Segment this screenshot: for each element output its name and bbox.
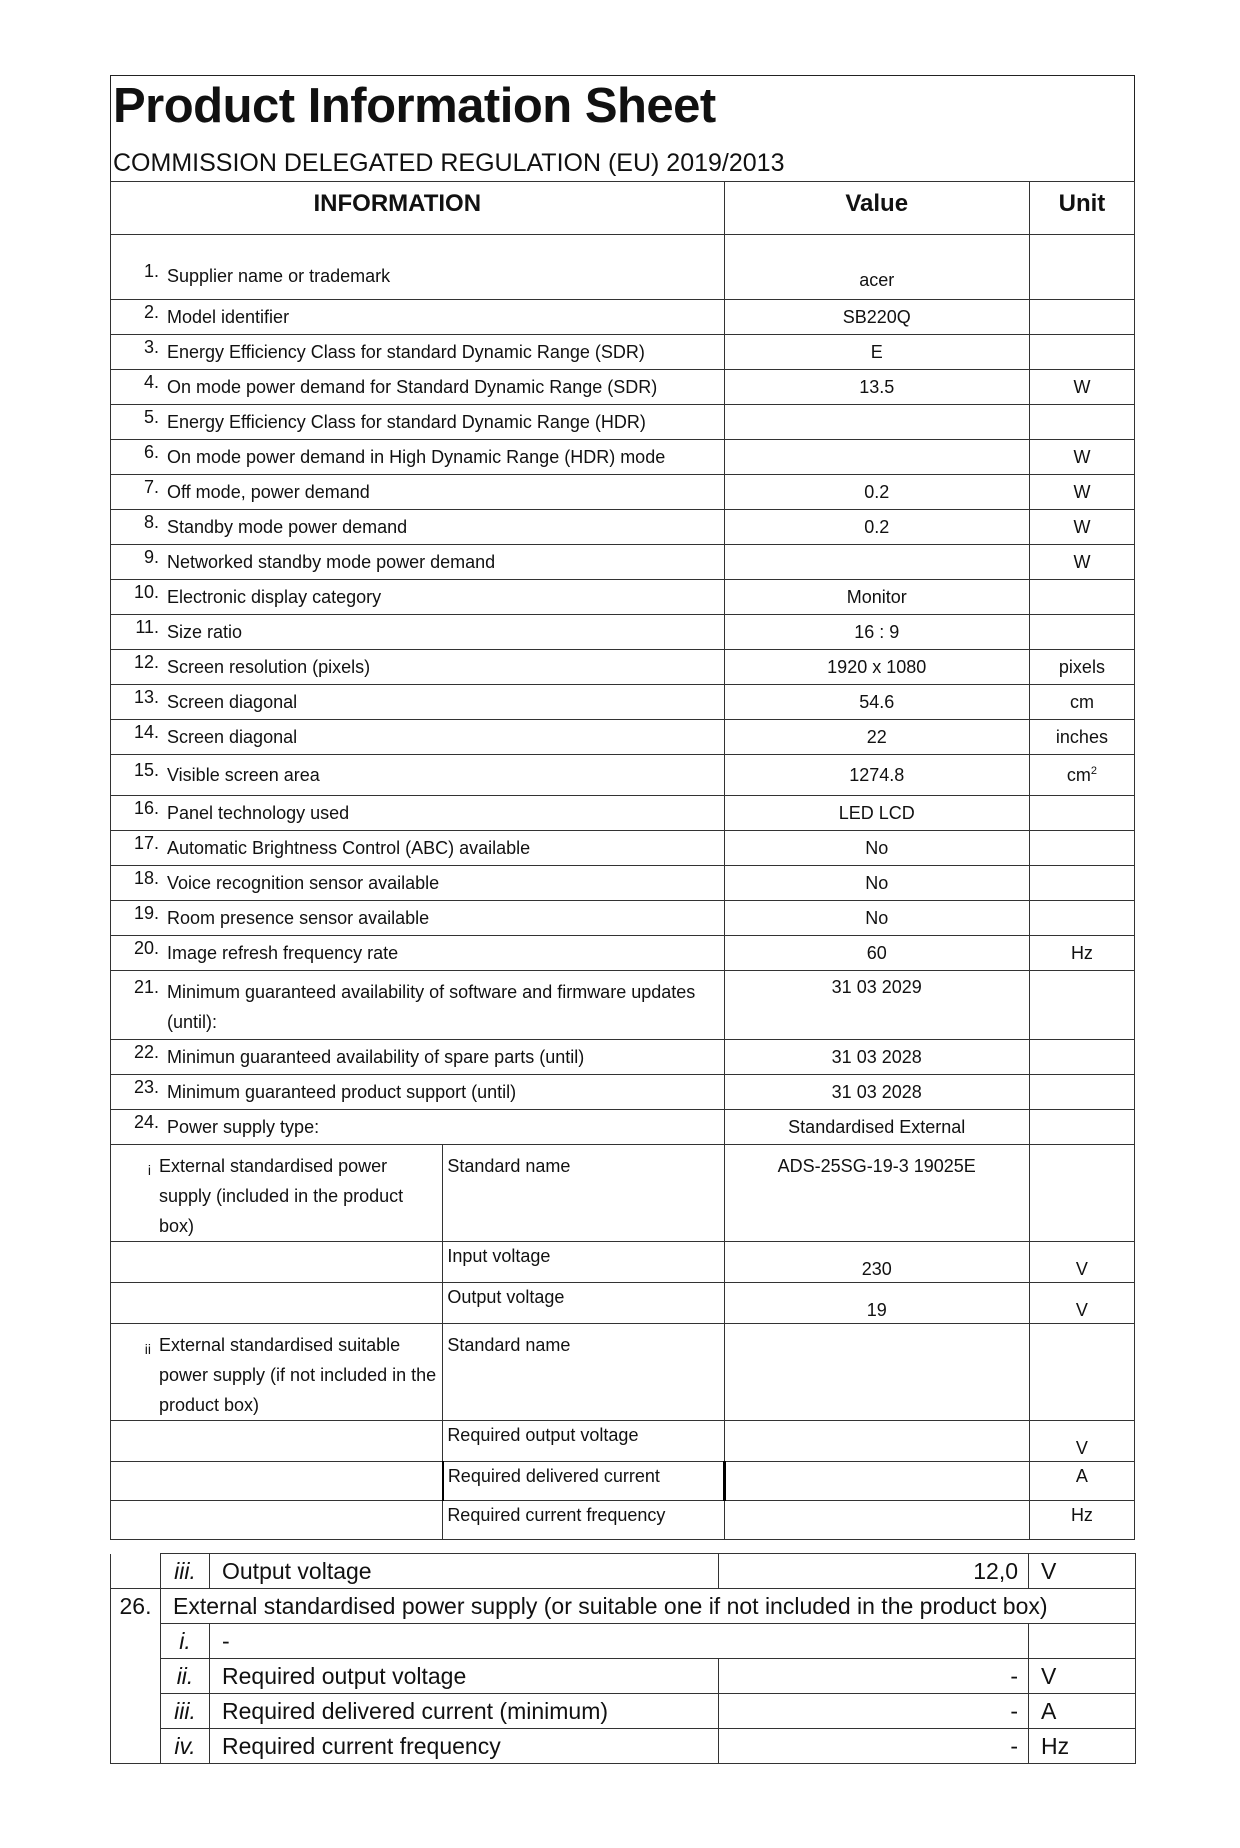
row-label: Energy Efficiency Class for standard Dynamic Range (SDR) xyxy=(167,342,645,362)
row-info-cell xyxy=(111,650,725,685)
row-unit xyxy=(1029,370,1134,405)
t2-roman-iii: iii. xyxy=(161,1554,210,1589)
row-unit-text: cm xyxy=(1066,764,1091,785)
psu-i-output-voltage-row xyxy=(111,1283,1135,1324)
psu-i-input-voltage-row xyxy=(111,1242,1135,1283)
table-row xyxy=(111,545,1135,580)
table-row xyxy=(111,370,1135,405)
row-unit-superscript: 2 xyxy=(1090,764,1097,777)
row-label: Model identifier xyxy=(167,307,290,327)
row-label: Minimum guaranteed availability of software and firmware updates (until): xyxy=(167,982,696,1032)
table-row xyxy=(111,300,1135,335)
t2-req-freq-label: Required current frequency xyxy=(210,1729,719,1764)
row-number: 17. xyxy=(133,833,159,853)
row-value: 54.6 xyxy=(724,685,1029,720)
row-label: Power supply type: xyxy=(167,1117,320,1137)
psu-ii-standard-name-unit xyxy=(1029,1324,1134,1421)
psu-ii-req-current-label: Required delivered current xyxy=(443,1462,724,1501)
row-unit xyxy=(1029,545,1134,580)
t2-row-ii xyxy=(111,1659,1136,1694)
row-label: Standby mode power demand xyxy=(167,517,408,537)
t2-output-voltage-label: Output voltage xyxy=(210,1554,719,1589)
row-info-cell xyxy=(111,510,725,545)
row-unit xyxy=(1029,755,1134,796)
table-row xyxy=(111,1110,1135,1145)
row-unit xyxy=(1029,831,1134,866)
row-value: 31 03 2029 xyxy=(724,971,1029,1040)
row-unit xyxy=(1029,901,1134,936)
row-unit-text: W xyxy=(1073,481,1091,502)
psu-ii-req-freq-unit: Hz xyxy=(1029,1501,1134,1540)
row-number: 19. xyxy=(133,903,159,923)
row-info-cell xyxy=(111,971,725,1040)
empty-cell xyxy=(111,1554,161,1589)
row-info-cell xyxy=(111,1075,725,1110)
row-number: 21. xyxy=(133,977,159,997)
row-unit xyxy=(1029,580,1134,615)
row-label: Minimum guaranteed product support (until) xyxy=(167,1082,517,1102)
psu-ii-label: External standardised suitable power supply (if not included in the product box) xyxy=(159,1335,437,1415)
psu-ii-req-current-row xyxy=(111,1462,1135,1501)
psu-i-output-voltage-unit: V xyxy=(1029,1283,1134,1324)
row-value: E xyxy=(724,335,1029,370)
row-number: 9. xyxy=(143,547,159,567)
row-info-cell xyxy=(111,370,725,405)
t2-req-current-unit: A xyxy=(1029,1694,1136,1729)
row-unit-text: W xyxy=(1073,376,1091,397)
row-unit xyxy=(1029,615,1134,650)
header-value: Value xyxy=(724,182,1029,235)
row-info-cell xyxy=(111,720,725,755)
t2-req-output-voltage-value: - xyxy=(719,1659,1029,1694)
row-unit xyxy=(1029,1040,1134,1075)
row-value xyxy=(724,405,1029,440)
table-row xyxy=(111,1040,1135,1075)
row-number: 12. xyxy=(133,652,159,672)
psu-ii-req-output-voltage-value xyxy=(724,1421,1029,1462)
t2-external-psu-label: External standardised power supply (or suitable one if not included in the product box) xyxy=(161,1589,1136,1624)
row-value: 16 : 9 xyxy=(724,615,1029,650)
information-table xyxy=(110,181,1135,1540)
t2-roman-iii-b: iii. xyxy=(161,1694,210,1729)
row-value: 0.2 xyxy=(724,510,1029,545)
t2-req-freq-value: - xyxy=(719,1729,1029,1764)
psu-ii-req-freq-value xyxy=(724,1501,1029,1540)
table-row xyxy=(111,1075,1135,1110)
row-value: No xyxy=(724,901,1029,936)
row-info-cell xyxy=(111,475,725,510)
row-value: 22 xyxy=(724,720,1029,755)
psu-i-output-voltage-value: 19 xyxy=(724,1283,1029,1324)
row-value: SB220Q xyxy=(724,300,1029,335)
t2-row-i-label: - xyxy=(210,1624,1029,1659)
row-number: 6. xyxy=(143,442,159,462)
row-value: No xyxy=(724,866,1029,901)
row-label: Automatic Brightness Control (ABC) available xyxy=(167,838,531,858)
psu-ii-standard-row xyxy=(111,1324,1135,1421)
t2-req-current-label: Required delivered current (minimum) xyxy=(210,1694,719,1729)
table-header-row xyxy=(111,182,1135,235)
row-info-cell xyxy=(111,545,725,580)
row-number: 8. xyxy=(143,512,159,532)
row-label: Panel technology used xyxy=(167,803,350,823)
table-row xyxy=(111,405,1135,440)
row-number: 5. xyxy=(143,407,159,427)
regulation-subtitle: COMMISSION DELEGATED REGULATION (EU) 2019/2013 xyxy=(113,149,785,177)
row-info-cell xyxy=(111,796,725,831)
row-number: 22. xyxy=(133,1042,159,1062)
row-number: 10. xyxy=(133,582,159,602)
page-title: Product Information Sheet xyxy=(113,79,716,133)
row-unit-text: cm xyxy=(1069,691,1094,712)
row-unit-text: Hz xyxy=(1070,942,1093,963)
psu-ii-standard-name-value xyxy=(724,1324,1029,1421)
psu-ii-standard-name-label: Standard name xyxy=(443,1324,724,1421)
table-row xyxy=(111,796,1135,831)
row-info-cell xyxy=(111,936,725,971)
row-value: Standardised External xyxy=(724,1110,1029,1145)
psu-i-roman: i xyxy=(147,1162,151,1178)
row-number: 24. xyxy=(133,1112,159,1132)
psu-i-standard-name-value: ADS-25SG-19-3 19025E xyxy=(724,1145,1029,1242)
psu-i-input-voltage-value: 230 xyxy=(724,1242,1029,1283)
row-value: 13.5 xyxy=(724,370,1029,405)
table-row xyxy=(111,335,1135,370)
psu-i-standard-row xyxy=(111,1145,1135,1242)
row-info-cell xyxy=(111,685,725,720)
psu-i-input-voltage-unit: V xyxy=(1029,1242,1134,1283)
row-value xyxy=(724,545,1029,580)
row-number: 1. xyxy=(143,261,159,281)
t2-roman-iv: iv. xyxy=(161,1729,210,1764)
t2-output-voltage-unit: V xyxy=(1029,1554,1136,1589)
psu-i-input-voltage-label: Input voltage xyxy=(443,1242,724,1283)
t2-roman-i: i. xyxy=(161,1624,210,1659)
header-information: INFORMATION xyxy=(111,182,725,235)
table-row xyxy=(111,901,1135,936)
row-unit xyxy=(1029,1110,1134,1145)
row-label: Visible screen area xyxy=(167,765,320,785)
row-unit xyxy=(1029,720,1134,755)
empty-cell xyxy=(111,1694,161,1729)
row-unit xyxy=(1029,335,1134,370)
row-label: Energy Efficiency Class for standard Dynamic Range (HDR) xyxy=(167,412,646,432)
psu-ii-req-current-unit: A xyxy=(1029,1462,1134,1501)
empty-cell xyxy=(111,1624,161,1659)
row-unit xyxy=(1029,405,1134,440)
row-unit xyxy=(1029,235,1134,300)
row-unit xyxy=(1029,650,1134,685)
row-unit-text: pixels xyxy=(1058,656,1105,677)
empty-cell xyxy=(111,1421,443,1462)
row-unit xyxy=(1029,300,1134,335)
row-number: 4. xyxy=(143,372,159,392)
row-label: On mode power demand in High Dynamic Range (HDR) mode xyxy=(167,447,666,467)
row-number: 23. xyxy=(133,1077,159,1097)
t2-item-number: 26. xyxy=(111,1589,161,1624)
psu-i-label: External standardised power supply (included in the product box) xyxy=(159,1156,404,1236)
table-row xyxy=(111,475,1135,510)
row-label: Screen resolution (pixels) xyxy=(167,657,371,677)
row-unit-text: W xyxy=(1073,516,1091,537)
row-info-cell xyxy=(111,405,725,440)
row-unit xyxy=(1029,1075,1134,1110)
t2-req-current-value: - xyxy=(719,1694,1029,1729)
row-unit xyxy=(1029,796,1134,831)
row-label: Off mode, power demand xyxy=(167,482,370,502)
row-value: LED LCD xyxy=(724,796,1029,831)
psu-ii-req-freq-row xyxy=(111,1501,1135,1540)
empty-cell xyxy=(1029,1624,1136,1659)
row-value: Monitor xyxy=(724,580,1029,615)
row-value: 1274.8 xyxy=(724,755,1029,796)
empty-cell xyxy=(111,1242,443,1283)
row-info-cell xyxy=(111,901,725,936)
psu-i-standard-name-label: Standard name xyxy=(443,1145,724,1242)
row-info-cell xyxy=(111,580,725,615)
row-label: On mode power demand for Standard Dynamic Range (SDR) xyxy=(167,377,658,397)
t2-output-voltage-value: 12,0 xyxy=(719,1554,1029,1589)
product-information-sheet xyxy=(110,75,1135,1540)
row-number: 16. xyxy=(133,798,159,818)
psu-ii-roman: ii xyxy=(144,1341,151,1357)
row-label: Screen diagonal xyxy=(167,692,298,712)
row-value xyxy=(724,440,1029,475)
empty-cell xyxy=(111,1283,443,1324)
empty-cell xyxy=(111,1659,161,1694)
table-row xyxy=(111,866,1135,901)
row-unit xyxy=(1029,936,1134,971)
table-row xyxy=(111,235,1135,300)
t2-row-i xyxy=(111,1624,1136,1659)
row-label: Electronic display category xyxy=(167,587,382,607)
row-number: 2. xyxy=(143,302,159,322)
empty-cell xyxy=(111,1462,443,1501)
table-row xyxy=(111,755,1135,796)
t2-roman-ii: ii. xyxy=(161,1659,210,1694)
row-label: Room presence sensor available xyxy=(167,908,430,928)
row-value: 31 03 2028 xyxy=(724,1040,1029,1075)
row-info-cell xyxy=(111,335,725,370)
row-number: 18. xyxy=(133,868,159,888)
row-info-cell xyxy=(111,615,725,650)
t2-row-iv xyxy=(111,1729,1136,1764)
psu-ii-req-current-value xyxy=(724,1462,1029,1501)
psu-ii-req-output-voltage-unit: V xyxy=(1029,1421,1134,1462)
row-label: Size ratio xyxy=(167,622,243,642)
row-info-cell xyxy=(111,440,725,475)
t2-external-psu-row xyxy=(111,1589,1136,1624)
row-unit-text: inches xyxy=(1055,726,1108,747)
row-value: 31 03 2028 xyxy=(724,1075,1029,1110)
psu-ii-req-output-voltage-label: Required output voltage xyxy=(443,1421,724,1462)
row-value: acer xyxy=(724,235,1029,300)
table-row xyxy=(111,650,1135,685)
table-row xyxy=(111,615,1135,650)
table-row xyxy=(111,936,1135,971)
t2-output-voltage-row xyxy=(111,1554,1136,1589)
row-unit xyxy=(1029,685,1134,720)
psu-ii-req-output-voltage-row xyxy=(111,1421,1135,1462)
table-row xyxy=(111,971,1135,1040)
t2-req-output-voltage-unit: V xyxy=(1029,1659,1136,1694)
row-unit xyxy=(1029,866,1134,901)
t2-req-freq-unit: Hz xyxy=(1029,1729,1136,1764)
power-supply-table xyxy=(110,1553,1136,1764)
psu-ii-req-freq-label: Required current frequency xyxy=(443,1501,724,1540)
row-number: 20. xyxy=(133,938,159,958)
row-unit xyxy=(1029,971,1134,1040)
psu-i-label-cell xyxy=(111,1145,443,1242)
table-row xyxy=(111,510,1135,545)
row-unit xyxy=(1029,475,1134,510)
row-number: 3. xyxy=(143,337,159,357)
row-info-cell xyxy=(111,300,725,335)
row-unit xyxy=(1029,440,1134,475)
row-value: 1920 x 1080 xyxy=(724,650,1029,685)
row-value: No xyxy=(724,831,1029,866)
row-info-cell xyxy=(111,1110,725,1145)
row-info-cell xyxy=(111,235,725,300)
row-unit-text: W xyxy=(1073,446,1091,467)
row-info-cell xyxy=(111,755,725,796)
row-label: Screen diagonal xyxy=(167,727,298,747)
row-label: Minimun guaranteed availability of spare parts (until) xyxy=(167,1047,585,1067)
row-info-cell xyxy=(111,1040,725,1075)
row-info-cell xyxy=(111,831,725,866)
row-number: 13. xyxy=(133,687,159,707)
row-number: 14. xyxy=(133,722,159,742)
row-label: Supplier name or trademark xyxy=(167,266,391,286)
row-value: 60 xyxy=(724,936,1029,971)
psu-ii-label-cell xyxy=(111,1324,443,1421)
empty-cell xyxy=(111,1729,161,1764)
row-label: Voice recognition sensor available xyxy=(167,873,440,893)
table-row xyxy=(111,720,1135,755)
t2-row-iii xyxy=(111,1694,1136,1729)
table-row xyxy=(111,580,1135,615)
row-unit xyxy=(1029,510,1134,545)
header-unit: Unit xyxy=(1029,182,1134,235)
table-row xyxy=(111,831,1135,866)
sheet-header xyxy=(110,75,1135,181)
table-row xyxy=(111,440,1135,475)
table-row xyxy=(111,685,1135,720)
psu-i-standard-name-unit xyxy=(1029,1145,1134,1242)
row-value: 0.2 xyxy=(724,475,1029,510)
row-number: 15. xyxy=(133,760,159,780)
row-number: 7. xyxy=(143,477,159,497)
psu-i-output-voltage-label: Output voltage xyxy=(443,1283,724,1324)
row-label: Networked standby mode power demand xyxy=(167,552,496,572)
row-label: Image refresh frequency rate xyxy=(167,943,399,963)
empty-cell xyxy=(111,1501,443,1540)
row-unit-text: W xyxy=(1073,551,1091,572)
t2-req-output-voltage-label: Required output voltage xyxy=(210,1659,719,1694)
row-info-cell xyxy=(111,866,725,901)
row-number: 11. xyxy=(135,617,159,637)
